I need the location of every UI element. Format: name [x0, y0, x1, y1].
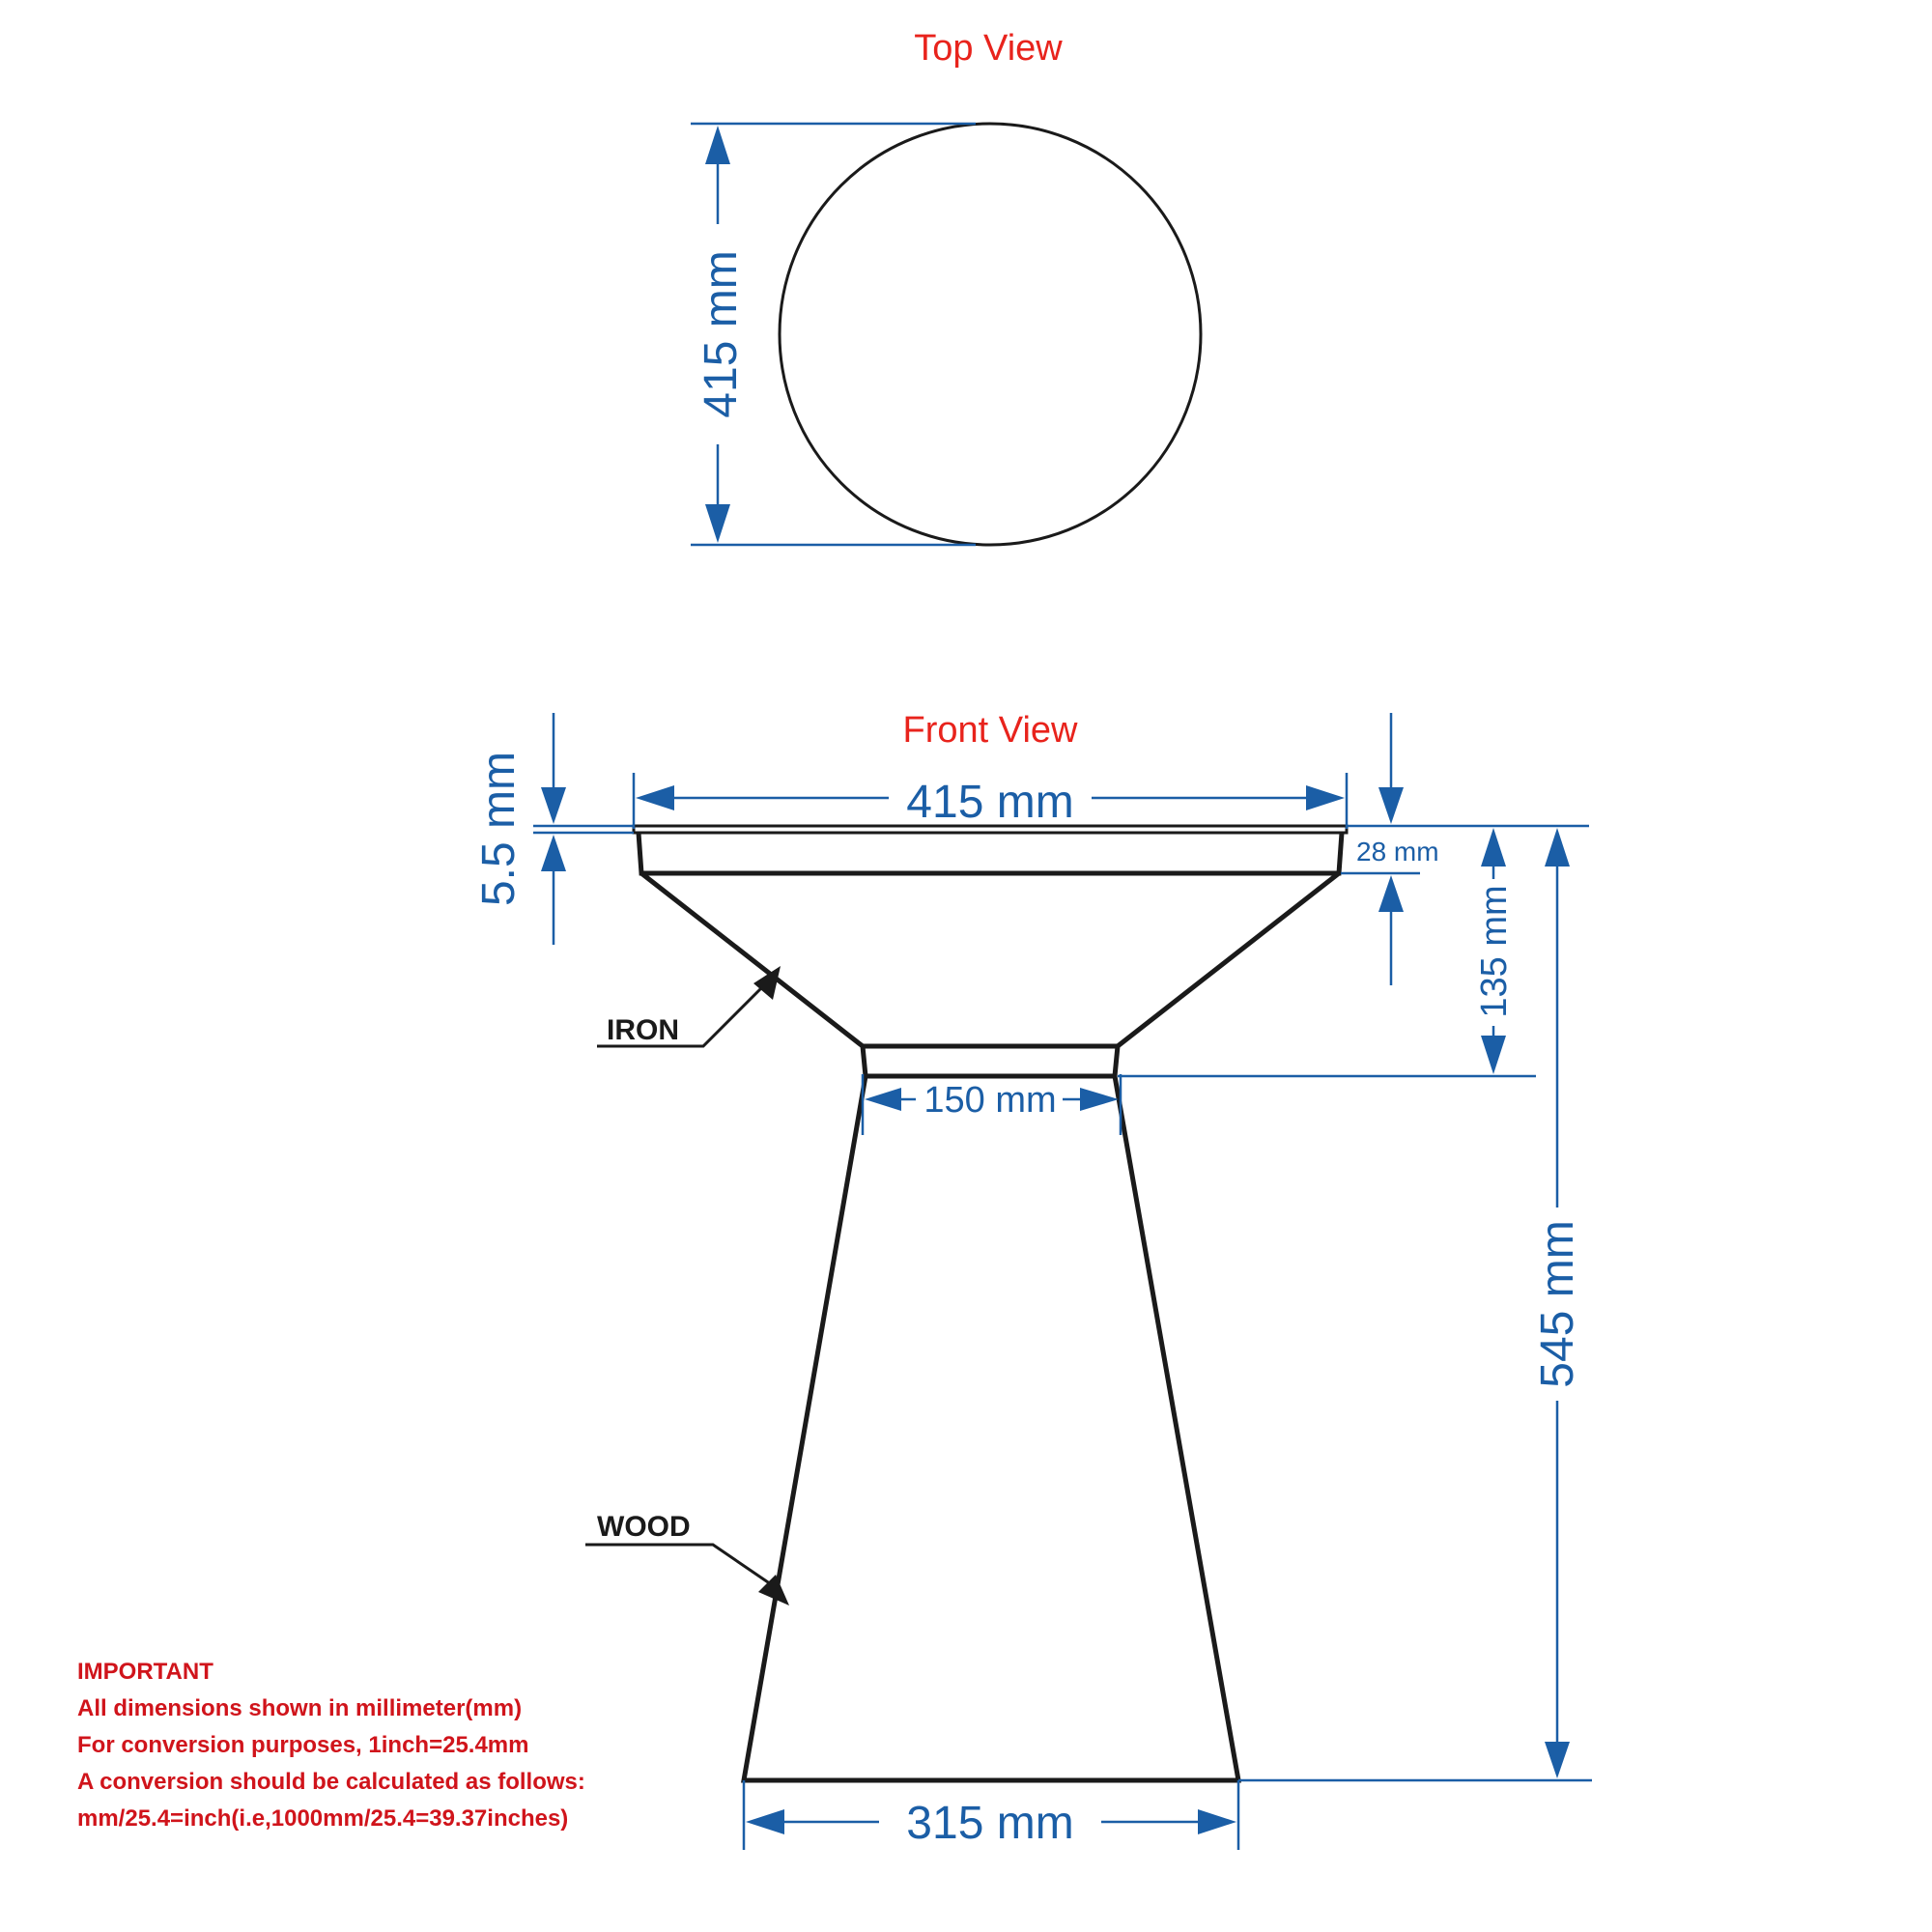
rim-arrow-down: [541, 787, 566, 824]
base-width-label: 315 mm: [906, 1798, 1074, 1849]
iron-cone: [641, 873, 1339, 1046]
base-width-arrow-left: [746, 1809, 784, 1834]
top-width-arrow-right: [1306, 785, 1345, 810]
iron-height-label: 135 mm: [1474, 885, 1515, 1018]
top-view: [691, 28, 1201, 545]
neck-width-arrow-right: [1080, 1088, 1119, 1111]
important-notes: [77, 1654, 585, 1837]
wood-leader-line: [585, 1545, 771, 1584]
front-view-title: Front View: [902, 710, 1078, 751]
neck-collar: [863, 1046, 1118, 1076]
top-view-title: Top View: [914, 28, 1063, 69]
notes-line-3: A conversion should be calculated as follows:: [77, 1769, 585, 1795]
notes-line-4: mm/25.4=inch(i.e,1000mm/25.4=39.37inches): [77, 1805, 569, 1832]
top-thickness-arrow-up: [1378, 875, 1404, 912]
wood-base: [744, 1076, 1238, 1780]
rim-thickness-label: 5.5 mm: [473, 751, 525, 907]
total-height-label: 545 mm: [1532, 1220, 1583, 1388]
top-view-diameter-label: 415 mm: [696, 250, 747, 418]
total-height-arrow-up: [1545, 828, 1570, 867]
neck-width-arrow-left: [865, 1088, 901, 1111]
top-width-label: 415 mm: [906, 777, 1074, 828]
front-view: [473, 710, 1592, 1850]
notes-line-2: For conversion purposes, 1inch=25.4mm: [77, 1732, 529, 1758]
notes-heading: IMPORTANT: [77, 1659, 213, 1685]
iron-height-arrow-up: [1481, 828, 1506, 867]
top-thickness-arrow-down: [1378, 787, 1404, 824]
total-height-arrow-down: [1545, 1742, 1570, 1778]
wood-label: WOOD: [597, 1511, 691, 1543]
top-thickness-label: 28 mm: [1356, 837, 1439, 867]
tabletop-circle: [780, 124, 1201, 545]
base-width-arrow-right: [1198, 1809, 1236, 1834]
tabletop-body: [639, 833, 1342, 873]
iron-label: IRON: [607, 1014, 679, 1046]
notes-line-1: All dimensions shown in millimeter(mm): [77, 1695, 523, 1721]
top-width-arrow-left: [636, 785, 674, 810]
iron-height-arrow-down: [1481, 1036, 1506, 1074]
top-view-arrow-down: [705, 504, 730, 543]
top-view-arrow-up: [705, 126, 730, 164]
neck-width-label: 150 mm: [923, 1080, 1057, 1121]
rim-arrow-up: [541, 835, 566, 871]
